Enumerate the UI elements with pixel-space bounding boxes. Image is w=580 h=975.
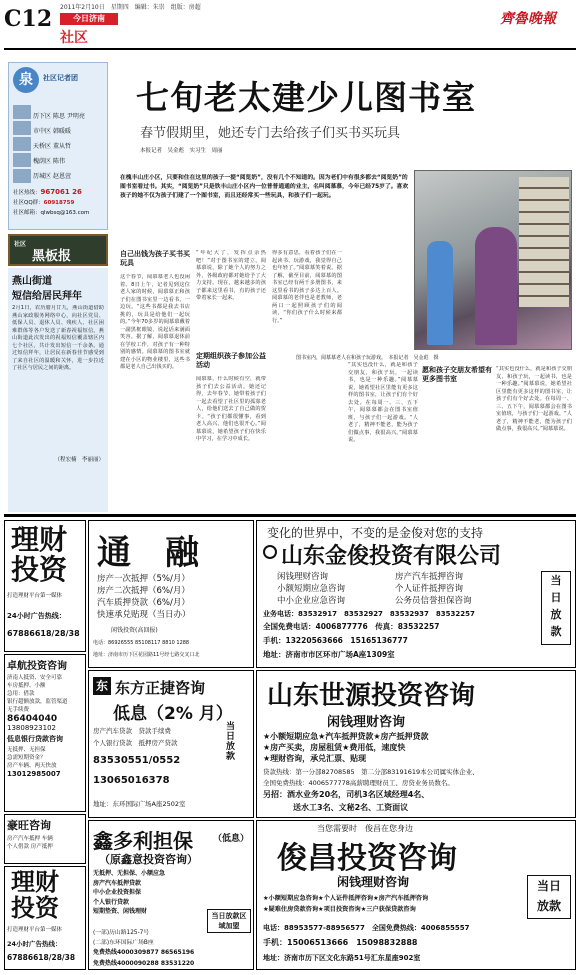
reporter-name: 尹明亮 <box>66 113 85 120</box>
ad-junchang <box>256 820 576 970</box>
jinjun-stamp <box>541 571 571 645</box>
jinjun-mobile: 手机：13220563666 15165136777 <box>263 636 408 645</box>
header-rule <box>4 48 576 50</box>
date-line: 2011年2月10日 星期四 编辑：朱崇 组版：房超 <box>60 4 201 11</box>
story-byline: （程宏楠 李丽丽） <box>54 457 104 463</box>
haowang-title: 豪旺咨询 <box>7 819 51 832</box>
jinjun-company-name: 山东金俊投资有限公司 <box>281 544 502 569</box>
reporter-area: 天桥区 <box>33 143 52 150</box>
licai-char: 理 <box>11 523 40 556</box>
free-label: 全国免费电话： <box>263 622 316 631</box>
jinjun-service: 闲钱理财咨询 <box>277 572 329 582</box>
haowang-item: 个人借款 <box>7 844 30 850</box>
dongfang-title: 东方正捷咨询 <box>115 679 206 697</box>
licai-phone: 67886618/28/38 <box>7 629 80 638</box>
reporter-name: 陈伟 <box>52 158 65 165</box>
tongrong-address: 地址：济南市历下区花园路11号经七路交叉口北 <box>93 652 200 658</box>
hotline-number: 967061 26 <box>40 188 82 196</box>
section-name: 社区 <box>60 30 88 46</box>
col5-body: “其实也没什么，就是和孩子交朋友，和孩子玩，一起读书，也是一种乐趣。”阅慕慕说，她希望社区里能有更多这样的图书室，让孩子们有个好去处。在每周一、三、五下午，阅慕慕都会在图书室值班，与孩子们一起游戏。“人老了，精神不能老，能为孩子们做点事，我很高兴。”阅慕慕说。 <box>496 366 572 433</box>
xinduoli-item: 房产汽车抵押贷款 <box>93 879 142 887</box>
haowang-item: 房产抵押 <box>30 844 53 850</box>
reporter-area: 历城区 <box>33 173 52 180</box>
fax-label: 传真： <box>375 622 398 631</box>
licai-char: 投 <box>11 894 35 922</box>
article-photo <box>414 170 572 350</box>
xinduoli-title: 鑫多利担保 <box>93 829 193 853</box>
page-number: C12 <box>4 6 53 32</box>
shiyuan-items <box>263 731 573 764</box>
haowang-item: 车辆 <box>41 836 53 842</box>
stamp-char: 日 <box>549 879 562 893</box>
haowang-item: 房产汽车抵押 <box>7 836 41 842</box>
recruit-value: 酒水业务20名，司机3名区域经理4名、 <box>287 790 430 799</box>
col2-heading: 定期组织孩子参加公益活动 <box>196 352 266 370</box>
xinduoli-free1: 免费热线4000309877 86565196 <box>93 949 195 956</box>
junchang-stamp <box>527 875 571 919</box>
tongrong-extra: 闲钱投资(高回报) <box>111 627 158 634</box>
junchang-top: 当您需要时 俊昌在您身边 <box>317 824 413 833</box>
tongrong-items <box>97 573 191 621</box>
col2-body: “年纪大了，发挥点余热吧！”对于图书室的建立，阅慕慕说，除了她个人的努力之外，各级政府都对她给予了大力支持。现在，越来越多的孩子都来这里看书，有的孩子还带着家长一起来。 <box>196 250 266 302</box>
zhuoer-phone: 86404040 <box>7 714 58 724</box>
photo-caption: 图书室内，阅慕慕老人在和孩子玩游戏。 本报记者 吴金彪 摄 <box>296 355 439 361</box>
stamp-char: 放 <box>550 608 562 621</box>
photo-elder-figure <box>475 227 517 345</box>
col2-body-second: 阅慕慕，什么时候有空，就带孩子们去公益活动。她还记得，去年春节，她带着孩子们一起去看望了社区里的孤寡老人，给他们送去了自己做的贺卡。“孩子们都很懂事，看到老人高兴，他们也很开心。”阅慕慕说，她希望孩子们在快乐中学习，在学习中成长。 <box>196 376 266 443</box>
shiyuan-recruit2: 送水工3名、文秘2名、工资面议 <box>293 803 409 812</box>
shiyuan-free <box>263 778 573 787</box>
jinjun-service: 房产汽车抵押咨询 <box>395 572 464 582</box>
stamp-char: 款 <box>549 899 562 913</box>
photo-child-figure <box>427 241 453 345</box>
recruit-label: 另招： <box>263 790 287 799</box>
stamp-char: 日 <box>550 591 562 604</box>
xinduoli-item: 中小企业投资担保 <box>93 889 142 896</box>
reporter-area: 槐荫区 <box>33 158 52 165</box>
zhuoer-item: 急用：借款 <box>7 691 35 697</box>
ad-dongfang <box>88 670 254 818</box>
article <box>116 62 576 512</box>
ad-licai-1 <box>4 520 86 652</box>
licai-char: 投 <box>11 553 40 586</box>
stamp-char: 款 <box>550 625 562 638</box>
loan-value: 第一分部82708585 第二分部83191619本公司属实体企业、 <box>295 768 479 776</box>
phones-value: 83532917 83532927 83532937 83532257 <box>298 610 475 618</box>
loan-label: 贷款热线： <box>263 768 296 776</box>
tongrong-item: 汽车质押贷款（6%/月） <box>97 598 190 608</box>
qq-number: 60918759 <box>43 200 75 206</box>
zhuoer-phone3: 13012985007 <box>7 770 61 778</box>
dongfang-item: 房产汽车贷款 <box>93 727 132 735</box>
free-value: 4006577778高薪聘理财员工、房贷业务员数名。 <box>308 779 454 787</box>
zhuoer-second-item: 急需短期资金？ <box>7 755 46 761</box>
fax-number: 83532257 <box>397 622 440 631</box>
tongrong-item: 房产一次抵押（5%/月） <box>97 574 190 584</box>
dongfang-rate: 低息（2% 月） <box>113 704 233 724</box>
dongfang-stamp: 当日放款 <box>224 721 234 761</box>
jinjun-service: 小额短期应急咨询 <box>277 584 346 594</box>
ad-shiyuan <box>256 670 576 818</box>
ad-xinduoli <box>88 820 254 970</box>
reporter-name: 陈思 <box>52 113 65 120</box>
licai-title <box>11 525 67 585</box>
zhuoer-second-items <box>5 746 85 770</box>
shiyuan-item: ★小额短期应急★汽车抵押贷款★房产抵押贷款 <box>263 732 429 741</box>
licai-title <box>11 869 59 921</box>
blackboard-header <box>8 234 108 266</box>
dongfang-items <box>93 725 211 749</box>
xinduoli-free2: 免费热线4000090288 83531220 <box>93 960 195 967</box>
col1-body: 这个春节，阅慕慕老人也没闲着。8日上午，记者见到这位老人家的时候，阅慕慕正和孩子们在图书室里一边看书，一边玩。“这些书都是我去书店挑的，玩具是给他们一起玩的。”今年70多岁的阅慕慕戴着一副黑框眼镜，说起话来满面笑容。据了解，阅慕慕退休前在学校工作，对孩子有一种特别的感情。阅慕慕的图书室就建在小区的物业楼里，这些书都是老人自己出钱买的。 <box>120 274 190 371</box>
free-number: 4006877776 <box>315 622 368 631</box>
ad-haowang <box>4 814 86 864</box>
junchang-item: ★小额短期应急咨询★个人证件抵押咨询★房产汽车抵押咨询 <box>263 895 429 902</box>
section-tag: 今日济南 <box>60 13 118 25</box>
xinduoli-sub: （原鑫意投资咨询） <box>99 853 198 866</box>
junchang-address: 地址：济南市历下区文化东路51号汇东星座902室 <box>263 954 421 962</box>
article-lead: 在槐丰山庄小区，只要和住在这里的孩子一提“阅览奶”，没有几个不知道的。因为老们中有很多都去“阅览奶”的图书室看过书。其实，“阅览奶”只是铁丰山庄小区内一位普普通通的业主，名叫阅慕慕，今年已经75岁了。喜欢孩子的她不仅为孩子们建了一个图书室，而且还经常买一些玩具，和孩子们一起玩。 <box>120 175 409 199</box>
masthead-logo: 齊魯晚報 <box>500 11 556 27</box>
xinduoli-item: 无抵押、无担保、小额应急 <box>93 870 166 877</box>
licai-char: 理 <box>11 868 35 896</box>
jinjun-services <box>277 571 537 607</box>
blackboard-label: 黑板报 <box>32 249 72 264</box>
stamp-char: 当 <box>536 879 549 893</box>
col1-heading: 自己出钱为孩子买书买玩具 <box>120 250 190 268</box>
reporter-box <box>8 62 108 230</box>
licai-char: 资 <box>35 894 59 922</box>
haowang-items <box>5 835 85 851</box>
jinjun-free-line <box>263 621 539 632</box>
ad-tongrong <box>88 520 254 668</box>
stamp-char: 当 <box>550 574 562 587</box>
article-byline: 本报记者 吴金彪 实习生 周丽 <box>140 148 223 154</box>
zhuoer-second-item: 无抵押、无担保 <box>7 747 46 753</box>
licai-note: 打造理财平台第一媒体 <box>7 927 63 933</box>
article-title: 七旬老太建少儿图书室 <box>136 78 476 117</box>
jinjun-address: 地址：济南市市区环市广场A座1309室 <box>263 650 395 659</box>
xinduoli-items <box>93 869 205 917</box>
email-label: 社区邮箱： <box>13 210 41 216</box>
blackboard-label-small: 社区 <box>14 241 27 248</box>
reporter-name: 韩暖暖 <box>52 128 71 135</box>
xinduoli-item: 个人银行贷款 <box>93 898 130 906</box>
zhuoer-item: 银行超额放款，监管渠道 <box>7 699 68 705</box>
story-title-line1: 燕山街道 <box>12 276 52 287</box>
junchang-phone: 电话：88953577-88956577 全国免费热线：4006855557 <box>263 924 470 932</box>
col4-body: “其实也没什么，就是和孩子交朋友，和孩子玩，一起读书，也是一种乐趣。”阅慕慕说，她希望社区里能有更多这样的图书室，让孩子们有个好去处。在每周一、三、五下午，阅慕慕都会在图书室值班，与孩子们一起游戏。“人老了，精神不能老，能为孩子们做点事，我很高兴。”阅慕慕说。 <box>348 362 418 444</box>
xinduoli-branch2: (二部)东环国际广场B座 <box>93 940 154 946</box>
zhuoer-item: 无手续费 <box>7 707 30 713</box>
junchang-mobile: 手机：15006513666 15098832888 <box>263 938 418 947</box>
junchang-name: 俊昌投资咨询 <box>277 841 457 876</box>
reporter-list <box>33 109 107 184</box>
blackboard-story <box>8 268 108 512</box>
jinjun-service: 个人证件抵押咨询 <box>395 584 464 594</box>
dongfang-address: 地址：东环国际广场A座2502室 <box>93 800 186 808</box>
shiyuan-sub: 闲钱理财咨询 <box>327 715 406 730</box>
stamp-char: 放 <box>536 899 549 913</box>
licai-char: 资 <box>39 553 68 586</box>
dongfang-phone2: 13065016378 <box>93 775 170 786</box>
zhuoer-items <box>5 674 85 714</box>
xinduoli-branch1: (一部)历山路125-7号 <box>93 930 150 936</box>
reporter-photo-strip <box>13 105 31 183</box>
story-title-line2: 短信给居民拜年 <box>12 291 82 302</box>
junchang-item: ★疑难住房贷款咨询★项目投资咨询★三户获保贷款咨询 <box>263 906 416 913</box>
hotline-label: 社区热线： <box>13 190 41 196</box>
jinjun-phones <box>263 609 539 619</box>
jinjun-logo-icon <box>263 545 277 559</box>
col4-heading: 愿和孩子交朋友希望有更多图书室 <box>422 366 492 384</box>
jinjun-service: 公务员信誉担保咨询 <box>395 596 472 606</box>
sidebar-logo: 泉 <box>13 67 39 93</box>
shiyuan-loan <box>263 767 573 776</box>
licai-hot-label: 24小时广告热线： <box>7 940 62 948</box>
page-header <box>0 0 580 50</box>
dongfang-item: 贷款手续费 <box>138 727 171 735</box>
contact-info <box>13 187 107 218</box>
ad-jinjun <box>256 520 576 668</box>
reporter-area: 市中区 <box>33 128 52 135</box>
ad-section-rule <box>4 514 576 517</box>
xinduoli-tag: （低息） <box>213 834 250 844</box>
tongrong-phone: 电话：86926555 85108117 8810 1288 <box>93 640 190 646</box>
zhuoer-second-title: 低息银行贷款咨询 <box>7 735 63 743</box>
reporter-area: 历下区 <box>33 113 52 120</box>
licai-phone: 67886618/28/38 <box>7 953 76 962</box>
ad-zhuoer <box>4 654 86 812</box>
junchang-sub: 闲钱理财咨询 <box>337 875 410 889</box>
shiyuan-recruit <box>263 789 573 800</box>
licai-char: 财 <box>35 868 59 896</box>
shiyuan-name: 山东世源投资咨询 <box>267 681 476 711</box>
shiyuan-item: ★房产买卖，房屋租赁★费用低，速度快 <box>263 743 406 752</box>
reporter-name: 赵恩萱 <box>52 173 71 180</box>
zhuoer-item: 济南人抵资、安全可靠 <box>7 675 63 681</box>
ad-licai-2 <box>4 866 86 970</box>
dongfang-item: 个人银行贷款 <box>93 739 132 747</box>
jinjun-service: 中小企业应急咨询 <box>277 596 346 606</box>
email-address: qlwbsq@163.com <box>40 210 90 216</box>
phones-label: 业务电话： <box>263 610 298 618</box>
zhuoer-item: 车房抵押、小额 <box>7 683 46 689</box>
licai-note: 打造理财平台第一媒体 <box>7 593 63 599</box>
article-subtitle: 春节假期里，她还专门去给孩子们买书买玩具 <box>140 126 401 141</box>
col3-body: 得多有意思，看着孩子们在一起读书、玩游戏，我觉得自己也年轻了。”阅慕慕笑着说。据了解，截至目前，阅慕慕的图书室已经有两千多册图书，来这里看书的孩子多达上百人。阅慕慕的老伴也是老教师，老两口一起照顾孩子们的阅读，“你们孩子什么时候来都行。” <box>272 250 342 324</box>
reporter-name: 董从哲 <box>52 143 71 150</box>
tongrong-item: 房产二次抵押（6%/月） <box>97 586 190 596</box>
zhuoer-second-item: 房产车辆、两天快放 <box>7 763 57 769</box>
sidebar <box>8 62 108 512</box>
reporter-group-title: 社区记者团 <box>43 74 78 82</box>
dongfang-badge: 东 <box>93 677 111 695</box>
qq-label: 社区QQ群： <box>13 200 44 206</box>
photo-bookshelf <box>519 177 569 307</box>
story-body: 2月1日，农历腊月廿九，燕山街道借助燕山家政服务网络中心，向社区党员、低保人员、退休人员、残疾人、社区困难群体等各户发送了新春祝福短信。燕山街道此次发出的祝福短信覆盖辖区内七个社区，共计发出短信一千余条。通过短信拜年，让居民在新春佳节感受到了来自社区的温暖和关怀，进一步拉近了社区与居民之间的距离。 <box>12 305 104 372</box>
dongfang-item: 抵押房产贷款 <box>138 739 178 747</box>
tongrong-item: 快速承兑贴现（当日办） <box>97 610 191 620</box>
dongfang-phone: 83530551/0552 <box>93 755 181 766</box>
junchang-items <box>263 893 525 915</box>
licai-hot-label: 24小时广告热线： <box>7 612 66 620</box>
tongrong-title: 通 融 <box>97 533 199 573</box>
licai-char: 财 <box>39 523 68 556</box>
shiyuan-item: ★理财咨询，承兑汇票、贴现 <box>263 754 367 763</box>
xinduoli-item: 短期垫资、闲钱理财 <box>93 908 148 915</box>
xinduoli-stamp: 当日放款区域加盟 <box>207 909 251 933</box>
zhuoer-title: 卓航投资咨询 <box>7 661 67 672</box>
jinjun-slogan: 变化的世界中，不变的是金俊对您的支持 <box>267 526 484 540</box>
free-label: 全国免费热线： <box>263 779 309 787</box>
zhuoer-phone2: 13808923102 <box>7 724 56 732</box>
